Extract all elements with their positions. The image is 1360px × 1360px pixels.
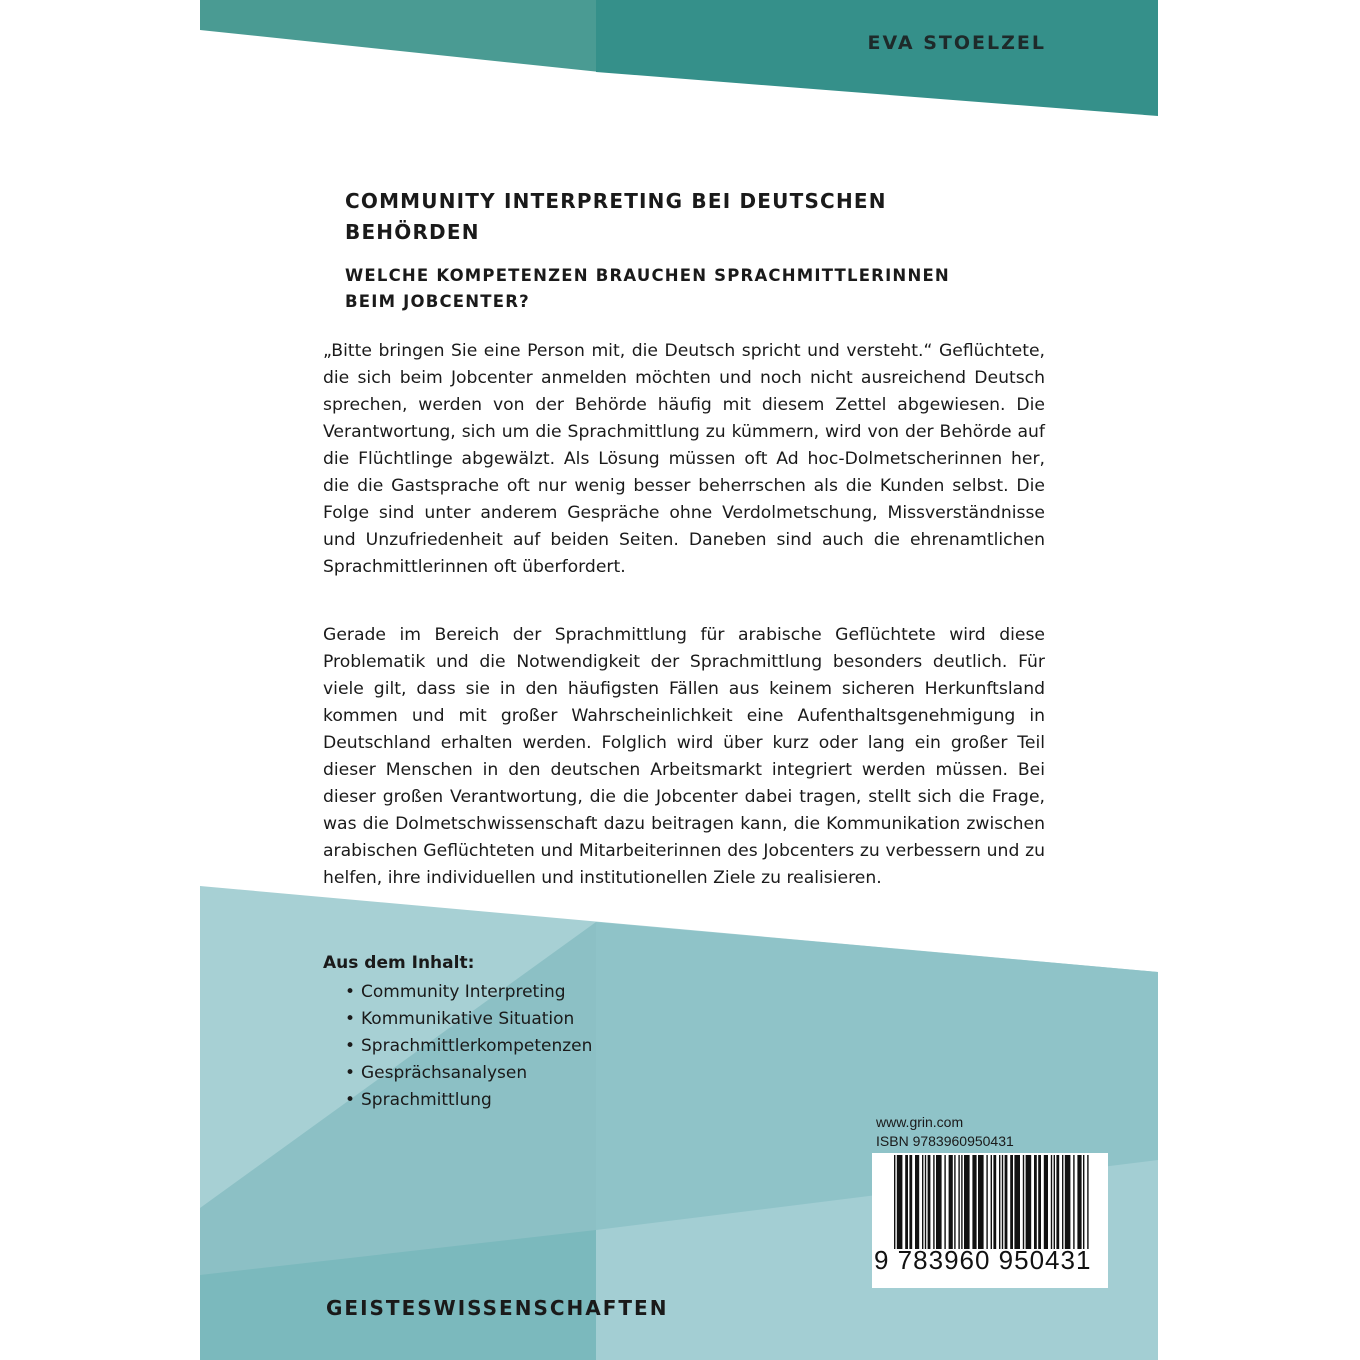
barcode-bar — [909, 1155, 912, 1249]
book-title: COMMUNITY INTERPRETING BEI DEUTSCHEN BEHÖRDEN — [345, 189, 887, 244]
publisher-url: www.grin.com — [876, 1114, 964, 1130]
book-back-cover — [200, 0, 1158, 1360]
bullet: • — [345, 1090, 356, 1110]
barcode-bar — [933, 1155, 934, 1249]
barcode-bar — [993, 1155, 996, 1249]
barcode-bar — [1005, 1155, 1008, 1249]
barcode-bar — [1062, 1155, 1063, 1249]
barcode-bar — [949, 1155, 953, 1249]
barcode-bar — [991, 1155, 992, 1249]
book-subtitle: WELCHE KOMPETENZEN BRAUCHEN SPRACHMITTLERINNEN BEIM JOBCENTER? — [345, 266, 950, 311]
bullet: • — [345, 1009, 356, 1029]
barcode-bar — [915, 1155, 919, 1249]
barcode-bar — [1077, 1155, 1081, 1249]
barcode-bar — [1014, 1155, 1020, 1249]
list-item — [345, 1060, 592, 1087]
barcode-bar — [905, 1155, 908, 1249]
barcode-bar — [986, 1155, 987, 1249]
barcode-bar — [897, 1155, 903, 1249]
barcode-bar — [1010, 1155, 1013, 1249]
list-item — [345, 979, 592, 1006]
barcode-digits: 9 783960 950431 — [874, 1245, 1092, 1275]
barcode-bar — [1038, 1155, 1041, 1249]
barcode-bar — [972, 1155, 976, 1249]
barcode-bar — [1002, 1155, 1003, 1249]
top-band-right — [596, 0, 1158, 116]
barcode-bar — [1026, 1155, 1032, 1249]
contents-list — [345, 979, 592, 1114]
barcode — [872, 1153, 1108, 1288]
barcode-bar — [958, 1155, 959, 1249]
barcode-bar — [944, 1155, 945, 1249]
barcode-bar — [1044, 1155, 1048, 1249]
list-item-label: Gesprächsanalysen — [361, 1063, 528, 1083]
list-item-label: Sprachmittlung — [361, 1090, 492, 1110]
barcode-bar — [964, 1155, 970, 1249]
author-name: EVA STOELZEL — [867, 32, 1046, 54]
barcode-bar — [928, 1155, 931, 1249]
barcode-bars — [894, 1155, 1090, 1249]
barcode-bar — [1051, 1155, 1052, 1249]
bullet: • — [345, 1036, 356, 1056]
list-item — [345, 1006, 592, 1033]
list-item-label: Community Interpreting — [361, 982, 566, 1002]
barcode-bar — [954, 1155, 955, 1249]
barcode-bar — [894, 1155, 895, 1249]
barcode-bar — [1023, 1155, 1024, 1249]
barcode-bar — [1054, 1155, 1055, 1249]
barcode-bar — [925, 1155, 926, 1249]
blurb-paragraph: Gerade im Bereich der Sprachmittlung für arabische Geflüchtete wird diese Problematik und die Notwendigkeit der Sprachmittlung besonders deutlich. Für viele gilt, dass sie in den häufigsten Fällen aus keinem sicheren Herkunftsland kommen und mit großer Wahrscheinlichkeit eine Aufenthaltsgenehmigung in Deutschland erhalten werden. Folglich wird über kurz oder lang ein großer Teil dieser Menschen in den deutschen Arbeitsmarkt integriert werden müssen. Bei dieser großen Verantwortung, die die Jobcenter dabei tragen, stellt sich die Frage, was die Dolmetschwissenschaft dazu beitragen kann, die Kommunikation zwischen arabischen Geflüchteten und Mitarbeiterinnen des Jobcenters zu verbessern und zu helfen, ihre individuellen und institutionellen Ziele zu realisieren. — [323, 625, 1045, 888]
barcode-bar — [1065, 1155, 1071, 1249]
list-item — [345, 1087, 592, 1114]
contents-heading: Aus dem Inhalt: — [323, 953, 475, 973]
series-name: GEISTESWISSENSCHAFTEN — [326, 1296, 669, 1320]
barcode-bar — [1073, 1155, 1074, 1249]
top-band-left — [200, 0, 600, 72]
barcode-bar — [999, 1155, 1000, 1249]
barcode-bar — [922, 1155, 923, 1249]
barcode-bar — [1034, 1155, 1037, 1249]
barcode-bar — [1087, 1155, 1088, 1249]
bullet: • — [345, 982, 356, 1002]
barcode-bar — [936, 1155, 942, 1249]
barcode-bar — [1056, 1155, 1059, 1249]
blurb-paragraph: „Bitte bringen Sie eine Person mit, die Deutsch spricht und versteht.“ Geflüchtete, die sich beim Jobcenter anmelden möchten und noch nicht ausreichend Deutsch sprechen, werden von der Behörde häufig mit diesem Zettel abgewiesen. Die Verantwortung, sich um die Sprachmittlung zu kümmern, wird von der Behörde auf die Flüchtlinge abgewälzt. Als Lösung müssen oft Ad hoc-Dolmetscherinnen her, die die Gastsprache oft nur wenig besser beherrschen als die Kunden selbst. Die Folge sind unter anderem Gespräche ohne Verdolmetschung, Missverständnisse und Unzufriedenheit auf beiden Seiten. Daneben sind auch die ehrenamtlichen Sprachmittlerinnen oft überfordert. — [323, 341, 1045, 577]
list-item — [345, 1033, 592, 1060]
barcode-bar — [1083, 1155, 1084, 1249]
barcode-bar — [978, 1155, 984, 1249]
list-item-label: Sprachmittlerkompetenzen — [361, 1036, 593, 1056]
barcode-bar — [961, 1155, 962, 1249]
bullet: • — [345, 1063, 356, 1083]
list-item-label: Kommunikative Situation — [361, 1009, 575, 1029]
isbn-label: ISBN 9783960950431 — [876, 1133, 1014, 1149]
